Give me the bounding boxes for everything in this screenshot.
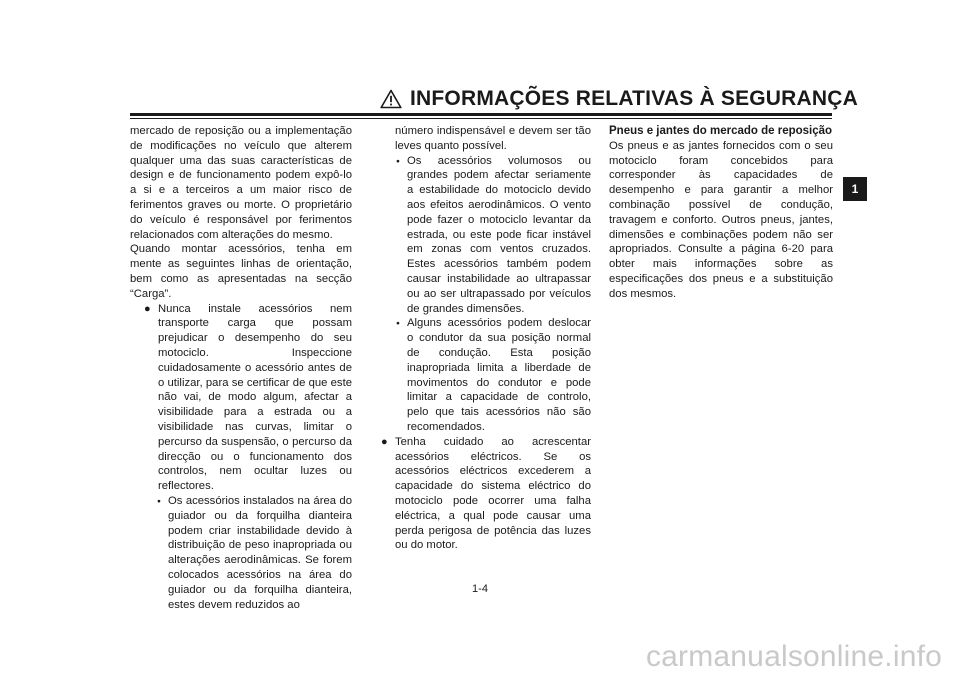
- sub-bullet-handlebar-accessories: ● Os acessórios instalados na área do guiador ou da forquilha dianteira podem criar instabilidade devido à distribuição de peso inapropriada ou alterações aerodinâmicas. Se forem colocados acessórios na área do guiador ou da forquilha dianteira, estes devem reduzidos ao: [156, 494, 352, 612]
- guidelines-paragraph: Quando montar acessórios, tenha em mente as seguintes linhas de orientação, bem como as apresentadas na secção “Carga”.: [130, 243, 352, 300]
- sub-bullet-continuation: número indispensável e devem ser tão leves quanto possível.: [395, 125, 591, 152]
- page-title: INFORMAÇÕES RELATIVAS À SEGURANÇA: [410, 87, 858, 110]
- bullet-electrical-accessories: ● Tenha cuidado ao acrescentar acessórios eléctricos. Se os acessórios eléctricos excederem a capacidade do sistema eléctrico do motociclo pode ocorrer uma falha eléctrica, a qual pode causar uma perda perigosa de potência das luzes ou do motor.: [381, 435, 591, 553]
- intro-paragraph: mercado de reposição ou a implementação de modificações no veículo que alterem qualquer uma das suas características de design e de funcionamento podem expô-lo a si e a terceiros a um maior risco de ferimentos graves ou morte. O proprietário do veículo é responsável por ferimentos relacionados com alterações do mesmo.: [130, 125, 352, 241]
- column-right: [609, 124, 833, 302]
- chapter-tab: 1: [843, 177, 867, 201]
- bullet-no-impair-performance: ● Nunca instale acessórios nem transporte carga que possam prejudicar o desempenho do seu motociclo. Inspeccione cuidadosamente o acessório antes de o utilizar, para se certificar de que este não vai, de modo algum, afectar a visibilidade para a estrada ou a visibilidade nas curvas, limitar o percurso da suspensão, o percurso da direcção ou o funcionamento dos controlos, nem ocultar luzes ou reflectores.: [144, 302, 352, 494]
- header-rule-thick: [130, 113, 832, 116]
- sub-bullet-bulky-accessories: ● Os acessórios volumosos ou grandes podem afectar seriamente a estabilidade do motociclo devido aos efeitos aerodinâmicos. O vento pode fazer o motociclo levantar da estrada, ou este pode ficar instável em zonas com ventos cruzados. Estes acessórios também podem causar instabilidade ao ultrapassar ou ao ser ultrapassado por veículos de grandes dimensões.: [395, 154, 591, 317]
- tires-paragraph: Os pneus e as jantes fornecidos com o seu motociclo foram concebidos para corresponder às capacidades de desempenho e para garantir a melhor combinação possível de condução, travagem e conforto. Outros pneus, jantes, dimensões e combinações podem não ser apropriados. Consulte a página 6-20 para obter mais informações sobre as especificações dos pneus e a substituição dos mesmos.: [609, 139, 833, 300]
- column-left: [130, 124, 352, 612]
- column-middle: [381, 124, 591, 553]
- sub-bullet-rider-position: ● Alguns acessórios podem deslocar o condutor da sua posição normal de condução. Esta posição inapropriada limita a liberdade de movimentos do condutor e pode limitar a capacidade de controlo, pelo que tais acessórios não são recomendados.: [395, 316, 591, 434]
- warning-triangle-icon: [380, 89, 402, 109]
- watermark: carmanualsonline.info: [645, 640, 942, 673]
- header-rule-thin: [130, 118, 832, 119]
- page-header: [380, 86, 858, 112]
- section-title-tires: Pneus e jantes do mercado de reposição: [609, 125, 833, 137]
- page-number: 1-4: [472, 583, 488, 595]
